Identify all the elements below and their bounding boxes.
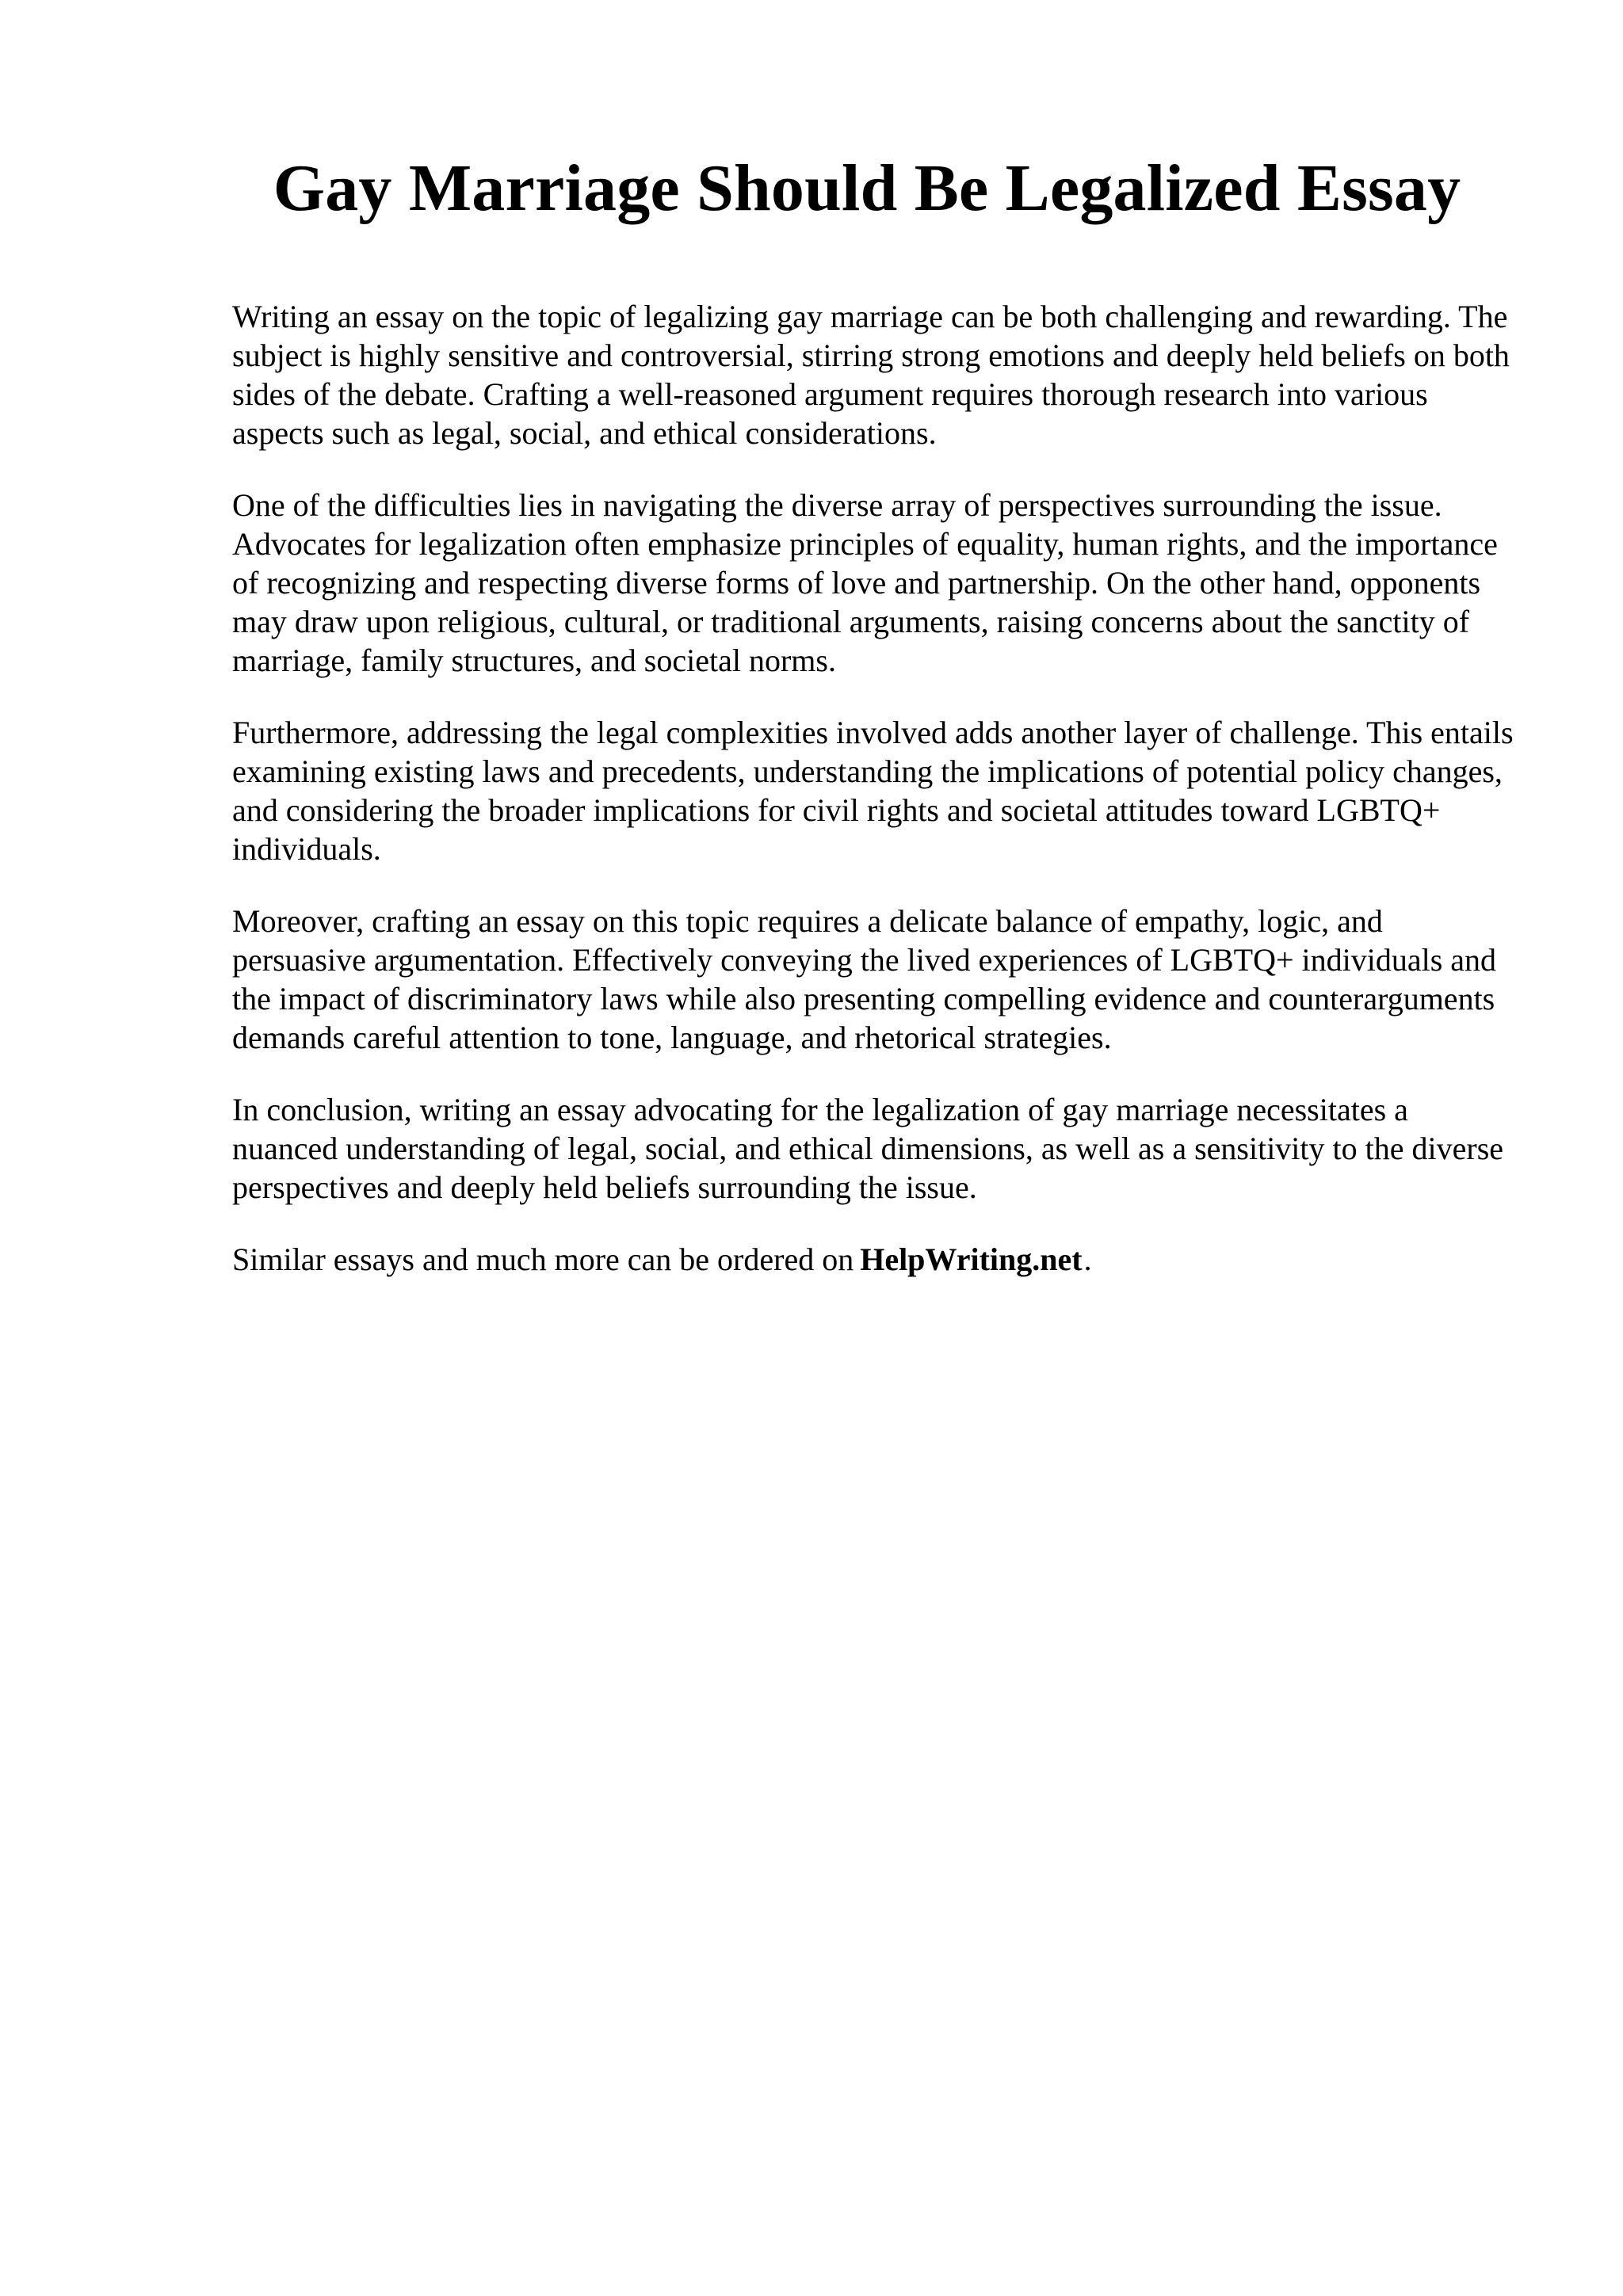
promo-text: Similar essays and much more can be ordered on [232,1241,854,1277]
promo-period: . [1083,1241,1092,1277]
paragraph-1: Writing an essay on the topic of legalizing gay marriage can be both challenging and rewarding. The subject is highly sensitive and controversial, stirring strong emotions and deeply held beliefs on both sides of the debate. Crafting a well-reasoned argument requires thorough research into various aspects such as legal, social, and ethical considerations. [232,299,1510,451]
paragraph-2: One of the difficulties lies in navigating the diverse array of perspectives surrounding the issue. Advocates for legalization often emphasize principles of equality, human rights, and the importance of recognizing and respecting diverse forms of love and partnership. On the other hand, opponents may draw upon religious, cultural, or traditional arguments, raising concerns about the sanctity of marriage, family structures, and societal norms. [232,487,1498,678]
document-body [232,297,1516,1279]
promo-line [232,1240,1516,1279]
paragraph-4: Moreover, crafting an essay on this topic requires a delicate balance of empathy, logic, and persuasive argumentation. Effectively conveying the lived experiences of LGBTQ+ individuals and the impact of discriminatory laws while also presenting compelling evidence and counterarguments demands careful attention to tone, language, and rhetorical strategies. [232,903,1497,1055]
paragraph-3: Furthermore, addressing the legal complexities involved adds another layer of challenge. This entails examining existing laws and precedents, understanding the implications of potential policy changes, and considering the broader implications for civil rights and societal attitudes toward LGBTQ+ individuals. [232,715,1514,867]
document-title: Gay Marriage Should Be Legalized Essay [273,151,1461,225]
paragraph-5: In conclusion, writing an essay advocating for the legalization of gay marriage necessitates a nuanced understanding of legal, social, and ethical dimensions, as well as a sensitivity to the diverse perspectives and deeply held beliefs surrounding the issue. [232,1092,1504,1205]
brand-link[interactable]: HelpWriting.net [860,1241,1083,1277]
